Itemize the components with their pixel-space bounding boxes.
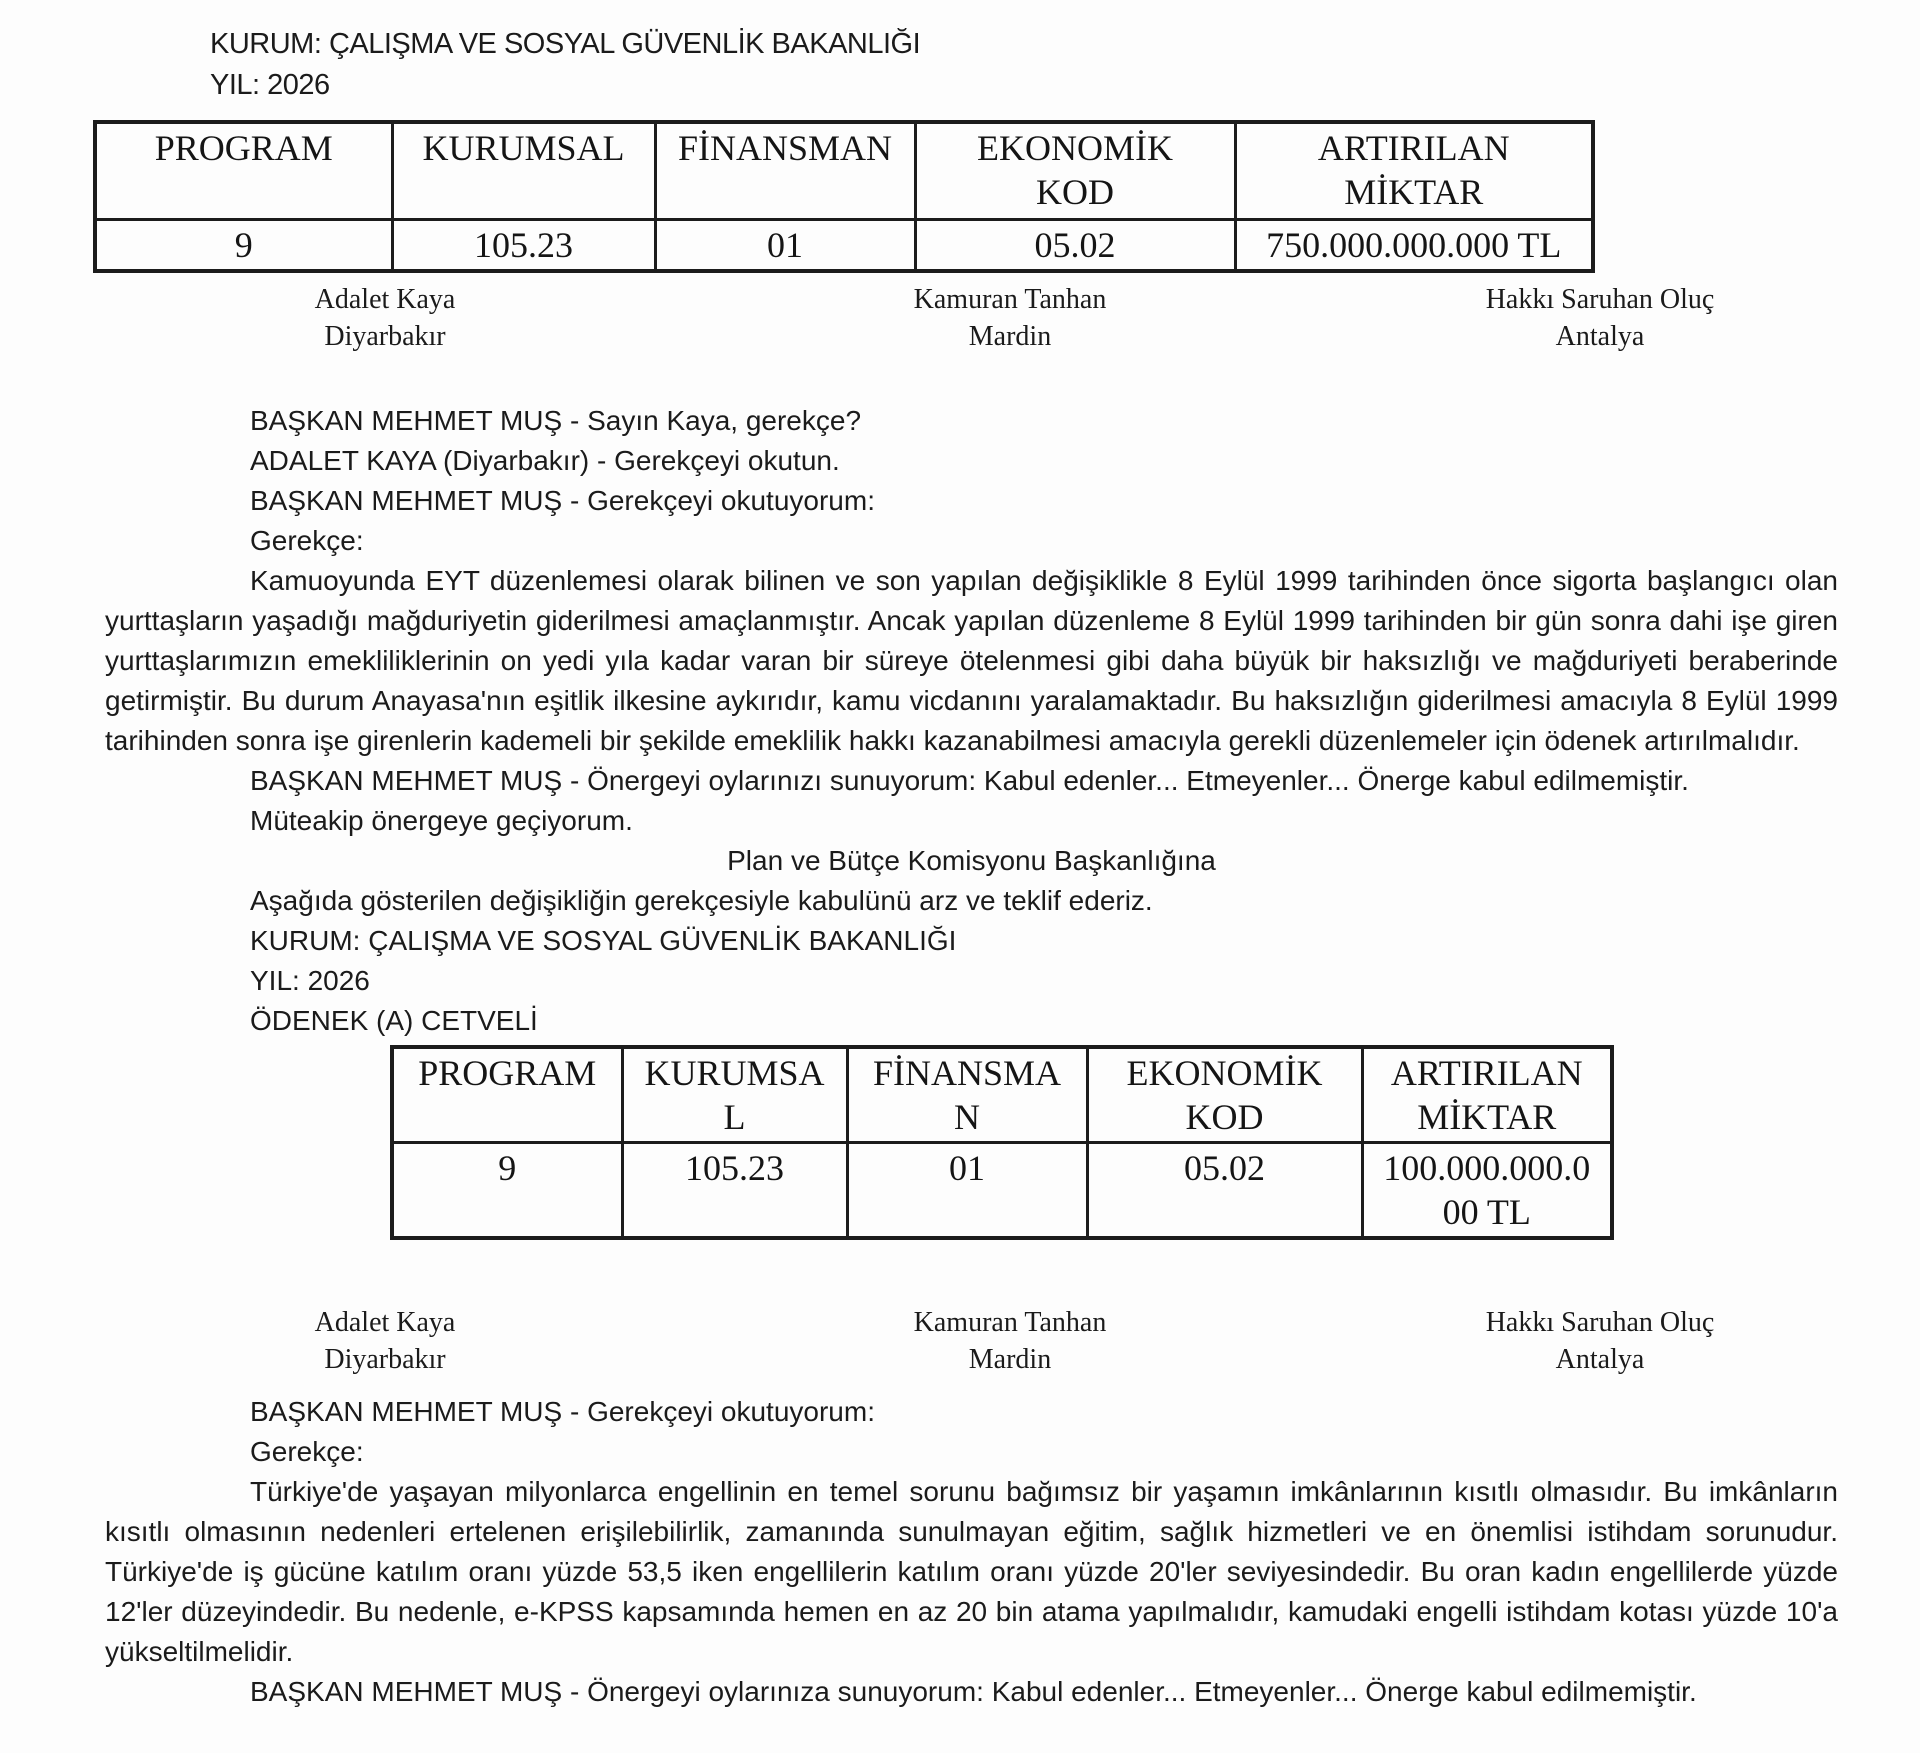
speech-line: ADALET KAYA (Diyarbakır) - Gerekçeyi okutun.: [250, 445, 840, 476]
doc-header: [210, 0, 1920, 106]
col-finansman-label: FİNANSMAN: [677, 128, 893, 168]
signatory: [315, 281, 456, 355]
signatory-city: Diyarbakır: [324, 1344, 446, 1375]
budget-table-2-head: [392, 1047, 1612, 1143]
col-kurumsal: [392, 122, 655, 220]
signatory-name: Adalet Kaya: [314, 284, 456, 315]
col-kurumsal-label: KURUMSAL: [422, 128, 625, 168]
gerekce-label: Gerekçe:: [250, 1436, 364, 1467]
speech-line: Müteakip önergeye geçiyorum.: [250, 805, 633, 836]
cell-artirilan-miktar: [1362, 1143, 1612, 1239]
signatories-row-1: [0, 273, 1920, 401]
col-program: [392, 1047, 622, 1143]
gerekce-paragraph: Türkiye'de yaşayan milyonlarca engellinin en temel sorunu bağımsız bir yaşamın imkânlarının kısıtlı olmasıdır. Bu imkânların kısıtlı olmasının nedenleri ertelenen erişilebilirlik, zamanında sunulmayan eğitim, sağlık hizmetleri ve en önemlisi istihdam sorunudur. Türkiye'de iş gücüne katılım oranı yüzde 53,5 iken engellilerin katılım oranı yüzde 20'ler seviyesindedir. Bu oran kadın engellilerde yüzde 12'ler düzeyindedir. Bu nedenle, e-KPSS kapsamında hemen en az 20 bin atama yapılmalıdır, kamudaki engelli istihdam kotası yüzde 10'a yükseltilmelidir.: [105, 1476, 1838, 1667]
speech-line: BAŞKAN MEHMET MUŞ - Sayın Kaya, gerekçe?: [250, 405, 862, 436]
kurum-line: KURUM: ÇALIŞMA VE SOSYAL GÜVENLİK BAKANLIĞI: [250, 925, 957, 956]
signatory: [1486, 281, 1715, 355]
col-ekonomik-kod-line1: EKONOMİK: [977, 128, 1173, 168]
signatory-city: Mardin: [968, 1344, 1052, 1375]
col-kurumsal: [622, 1047, 847, 1143]
signatories-row-2: [0, 1296, 1920, 1392]
cell-program: 9: [95, 220, 392, 272]
budget-table-1-body: [95, 220, 1593, 272]
cell-kurumsal: 105.23: [392, 220, 655, 272]
cell-finansman: [847, 1143, 1087, 1239]
cell-ekonomik-kod: [1087, 1143, 1362, 1239]
col-kurumsal-line1: KURUMSA: [644, 1053, 825, 1093]
signatory-name: Kamuran Tanhan: [913, 284, 1107, 315]
cell-text: 105.23: [685, 1148, 784, 1188]
cell-kurumsal: [622, 1143, 847, 1239]
cell-program: [392, 1143, 622, 1239]
vertical-gap: [0, 1240, 1920, 1296]
col-finansman: [847, 1047, 1087, 1143]
kurum-line: KURUM: ÇALIŞMA VE SOSYAL GÜVENLİK BAKANLIĞI: [210, 28, 921, 60]
cetvel-line: ÖDENEK (A) CETVELİ: [250, 1005, 538, 1036]
col-artirilan-line2: MİKTAR: [1344, 172, 1484, 212]
signatory-name: Adalet Kaya: [314, 1307, 456, 1338]
table-row: [95, 220, 1593, 272]
col-ekonomik-kod-line1: EKONOMİK: [1126, 1053, 1323, 1093]
signatory: [914, 1304, 1107, 1378]
speech-line: BAŞKAN MEHMET MUŞ - Gerekçeyi okutuyorum:: [250, 1396, 875, 1427]
cell-ekonomik-kod: 05.02: [915, 220, 1235, 272]
transcript-block-2: [105, 1392, 1838, 1712]
col-artirilan-line1: ARTIRILAN: [1390, 1053, 1583, 1093]
budget-table-1-head: [95, 122, 1593, 220]
col-finansman-line2: N: [954, 1097, 980, 1137]
signatory: [315, 1304, 456, 1378]
signatory-name: Kamuran Tanhan: [913, 1307, 1107, 1338]
header-row: [392, 1047, 1612, 1143]
signatory: [914, 281, 1107, 355]
signatory-city: Antalya: [1555, 321, 1645, 352]
col-ekonomik-kod-line2: KOD: [1036, 172, 1114, 212]
col-program-label: PROGRAM: [154, 128, 333, 168]
speech-line: BAŞKAN MEHMET MUŞ - Gerekçeyi okutuyorum:: [250, 485, 875, 516]
vote-line: BAŞKAN MEHMET MUŞ - Önergeyi oylarınızı sunuyorum: Kabul edenler... Etmeyenler... Önerge kabul edilmemiştir.: [250, 765, 1689, 796]
gerekce-label: Gerekçe:: [250, 525, 364, 556]
col-program: [95, 122, 392, 220]
budget-table-2: [390, 1045, 1614, 1240]
transcript-block-1: [105, 401, 1838, 1041]
yil-line: YIL: 2026: [210, 69, 330, 101]
col-finansman: [655, 122, 915, 220]
header-row: [95, 122, 1593, 220]
col-ekonomik-kod: [1087, 1047, 1362, 1143]
gerekce-paragraph: Kamuoyunda EYT düzenlemesi olarak bilinen ve son yapılan değişiklikle 8 Eylül 1999 tarihinden önce sigorta başlangıcı olan yurttaşların yaşadığı mağduriyetin giderilmesi amaçlanmıştır. Ancak yapılan düzenleme 8 Eylül 1999 tarihinden bir gün sonra dahi işe giren yurttaşlarımızın emekliliklerinin on yedi yıla kadar varan bir süreye ötelenmesi gibi daha büyük bir haksızlığı ve mağduriyeti beraberinde getirmiştir. Bu durum Anayasa'nın eşitlik ilkesine aykırıdır, kamu vicdanını yaralamaktadır. Bu haksızlığın giderilmesi amacıyla 8 Eylül 1999 tarihinden sonra işe girenlerin kademeli bir şekilde emeklilik hakkı kazanabilmesi amacıyla gerekli düzenlemeler için ödenek artırılmalıdır.: [105, 565, 1838, 756]
vote-line: BAŞKAN MEHMET MUŞ - Önergeyi oylarınıza sunuyorum: Kabul edenler... Etmeyenler... Önerge kabul edilmemiştir.: [250, 1676, 1697, 1707]
col-program-label: PROGRAM: [418, 1053, 597, 1093]
yil-line: YIL: 2026: [250, 965, 370, 996]
cell-text: 05.02: [1184, 1148, 1265, 1188]
cell-text-line2: 00 TL: [1442, 1192, 1531, 1232]
cell-artirilan-miktar: 750.000.000.000 TL: [1235, 220, 1593, 272]
motion-heading: Plan ve Bütçe Komisyonu Başkanlığına: [727, 845, 1216, 876]
col-artirilan-line1: ARTIRILAN: [1317, 128, 1510, 168]
signatory-name: Hakkı Saruhan Oluç: [1485, 284, 1715, 315]
signatory-city: Mardin: [968, 321, 1052, 352]
col-artirilan-line2: MİKTAR: [1417, 1097, 1557, 1137]
col-artirilan-miktar: [1235, 122, 1593, 220]
col-artirilan-miktar: [1362, 1047, 1612, 1143]
signatory: [1486, 1304, 1715, 1378]
col-finansman-line1: FİNANSMA: [872, 1053, 1062, 1093]
table-row: [392, 1143, 1612, 1239]
budget-table-1: [93, 120, 1595, 273]
signatory-name: Hakkı Saruhan Oluç: [1485, 1307, 1715, 1338]
cell-text-line1: 100.000.000.0: [1383, 1148, 1591, 1188]
col-ekonomik-kod: [915, 122, 1235, 220]
col-ekonomik-kod-line2: KOD: [1185, 1097, 1264, 1137]
motion-intro: Aşağıda gösterilen değişikliğin gerekçesiyle kabulünü arz ve teklif ederiz.: [250, 885, 1153, 916]
cell-text: 01: [949, 1148, 985, 1188]
signatory-city: Diyarbakır: [324, 321, 446, 352]
col-kurumsal-line2: L: [723, 1097, 746, 1137]
budget-table-2-body: [392, 1143, 1612, 1239]
signatory-city: Antalya: [1555, 1344, 1645, 1375]
cell-finansman: 01: [655, 220, 915, 272]
cell-text: 9: [498, 1148, 517, 1188]
